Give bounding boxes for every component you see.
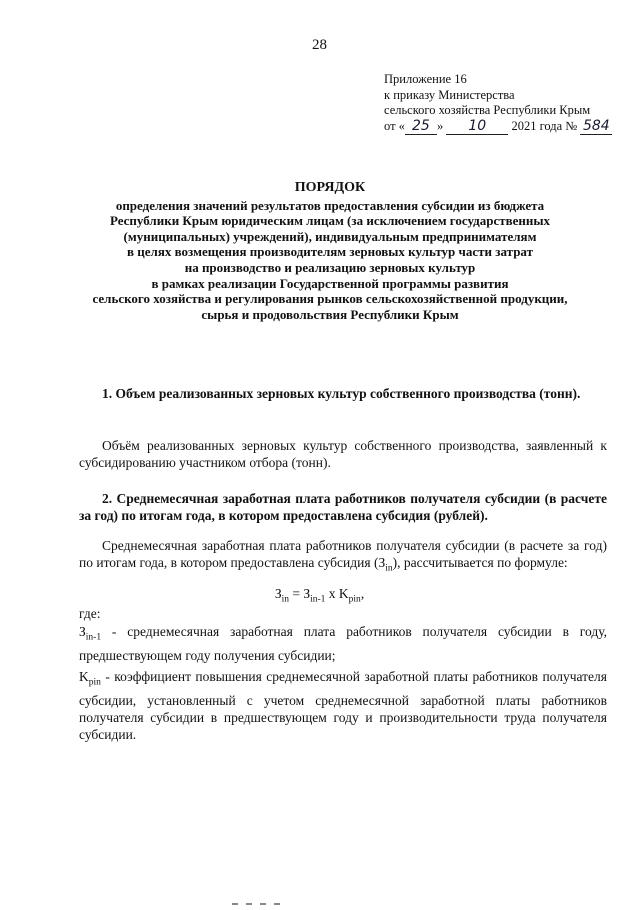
formula-times: x K: [325, 586, 349, 601]
handwritten-day: 25: [405, 119, 437, 136]
definition-2: [79, 668, 607, 743]
def-2-symbol: K: [79, 669, 89, 684]
section-2-heading: 2. Среднемесячная заработная плата работников получателя субсидии (в расчете за год) по итогам года, в котором предоставлена субсидия (рублей).: [79, 491, 607, 523]
title-line: Республики Крым юридическим лицам (за исключением государственных: [109, 213, 551, 229]
title-line: сельского хозяйства и регулирования рынков сельскохозяйственной продукции,: [92, 291, 568, 307]
formula-eq: = З: [288, 586, 311, 601]
definition-1: [79, 623, 607, 664]
section-1-heading: 1. Объем реализованных зерновых культур собственного производства (тонн).: [102, 386, 581, 401]
title-line: (муниципальных) учреждений), индивидуальным предпринимателям: [123, 228, 537, 244]
title-line: в целях возмещения производителям зерновых культур части затрат: [127, 244, 533, 260]
appendix-line-3: сельского хозяйства Республики Крым: [384, 103, 591, 117]
section-2-body-start: Среднемесячная заработная плата работников получателя субсидии (в расчете за год) по итогам года, в котором предоставлена субсидия (З: [79, 538, 607, 570]
date-year: 2021 года №: [511, 118, 578, 133]
date-prefix: от «: [384, 118, 405, 133]
section-1-body: Объём реализованных зерновых культур собственного производства, заявленный к субсидированию участником отбора (тонн).: [79, 438, 607, 470]
formula-end: ,: [360, 586, 365, 601]
page-number: 28: [312, 37, 327, 53]
title-line: на производство и реализацию зерновых культур: [184, 259, 476, 275]
formula: [0, 586, 639, 605]
date-mid: »: [436, 118, 447, 133]
appendix-header: [384, 72, 612, 135]
handwritten-month: 10: [446, 119, 508, 136]
title-line: определения значений результатов предоставления субсидии из бюджета: [115, 197, 545, 213]
formula-lhs-sub: in: [281, 594, 289, 605]
formula-rhs2-sub: pin: [348, 594, 361, 605]
appendix-line-1: Приложение 16: [384, 72, 467, 86]
formula-rhs1-sub: in-1: [310, 594, 326, 605]
title-line: в рамках реализации Государственной программы развития: [151, 275, 509, 291]
section-2-body: [79, 537, 607, 578]
scan-artifact: [232, 892, 302, 895]
document-title: [40, 180, 620, 322]
def-1-text: - среднемесячная заработная плата работников получателя субсидии в году, предшествующем году получения субсидии;: [79, 624, 607, 663]
appendix-line-2: к приказу Министерства: [384, 87, 515, 102]
def-2-subscript: pin: [88, 677, 101, 688]
def-1-subscript: in-1: [85, 632, 102, 643]
def-1-symbol: З: [79, 624, 86, 639]
subscript: in: [385, 563, 393, 574]
title-line: сырья и продовольствия Республики Крым: [201, 306, 459, 322]
section-2-body-end: ), рассчитывается по формуле:: [392, 555, 568, 570]
where-label: где:: [79, 606, 101, 621]
appendix-date-line: [384, 119, 612, 136]
title-heading: ПОРЯДОК: [294, 180, 366, 195]
formula-lhs: З: [274, 586, 282, 601]
def-2-text: - коэффициент повышения среднемесячной заработной платы работников получателя субсидии, установленный с учетом среднемесячной заработной платы работников получателя субсидии в предшествующем году и производительности труда получателя субсидии.: [79, 669, 607, 742]
handwritten-order-number: 584: [580, 119, 612, 136]
